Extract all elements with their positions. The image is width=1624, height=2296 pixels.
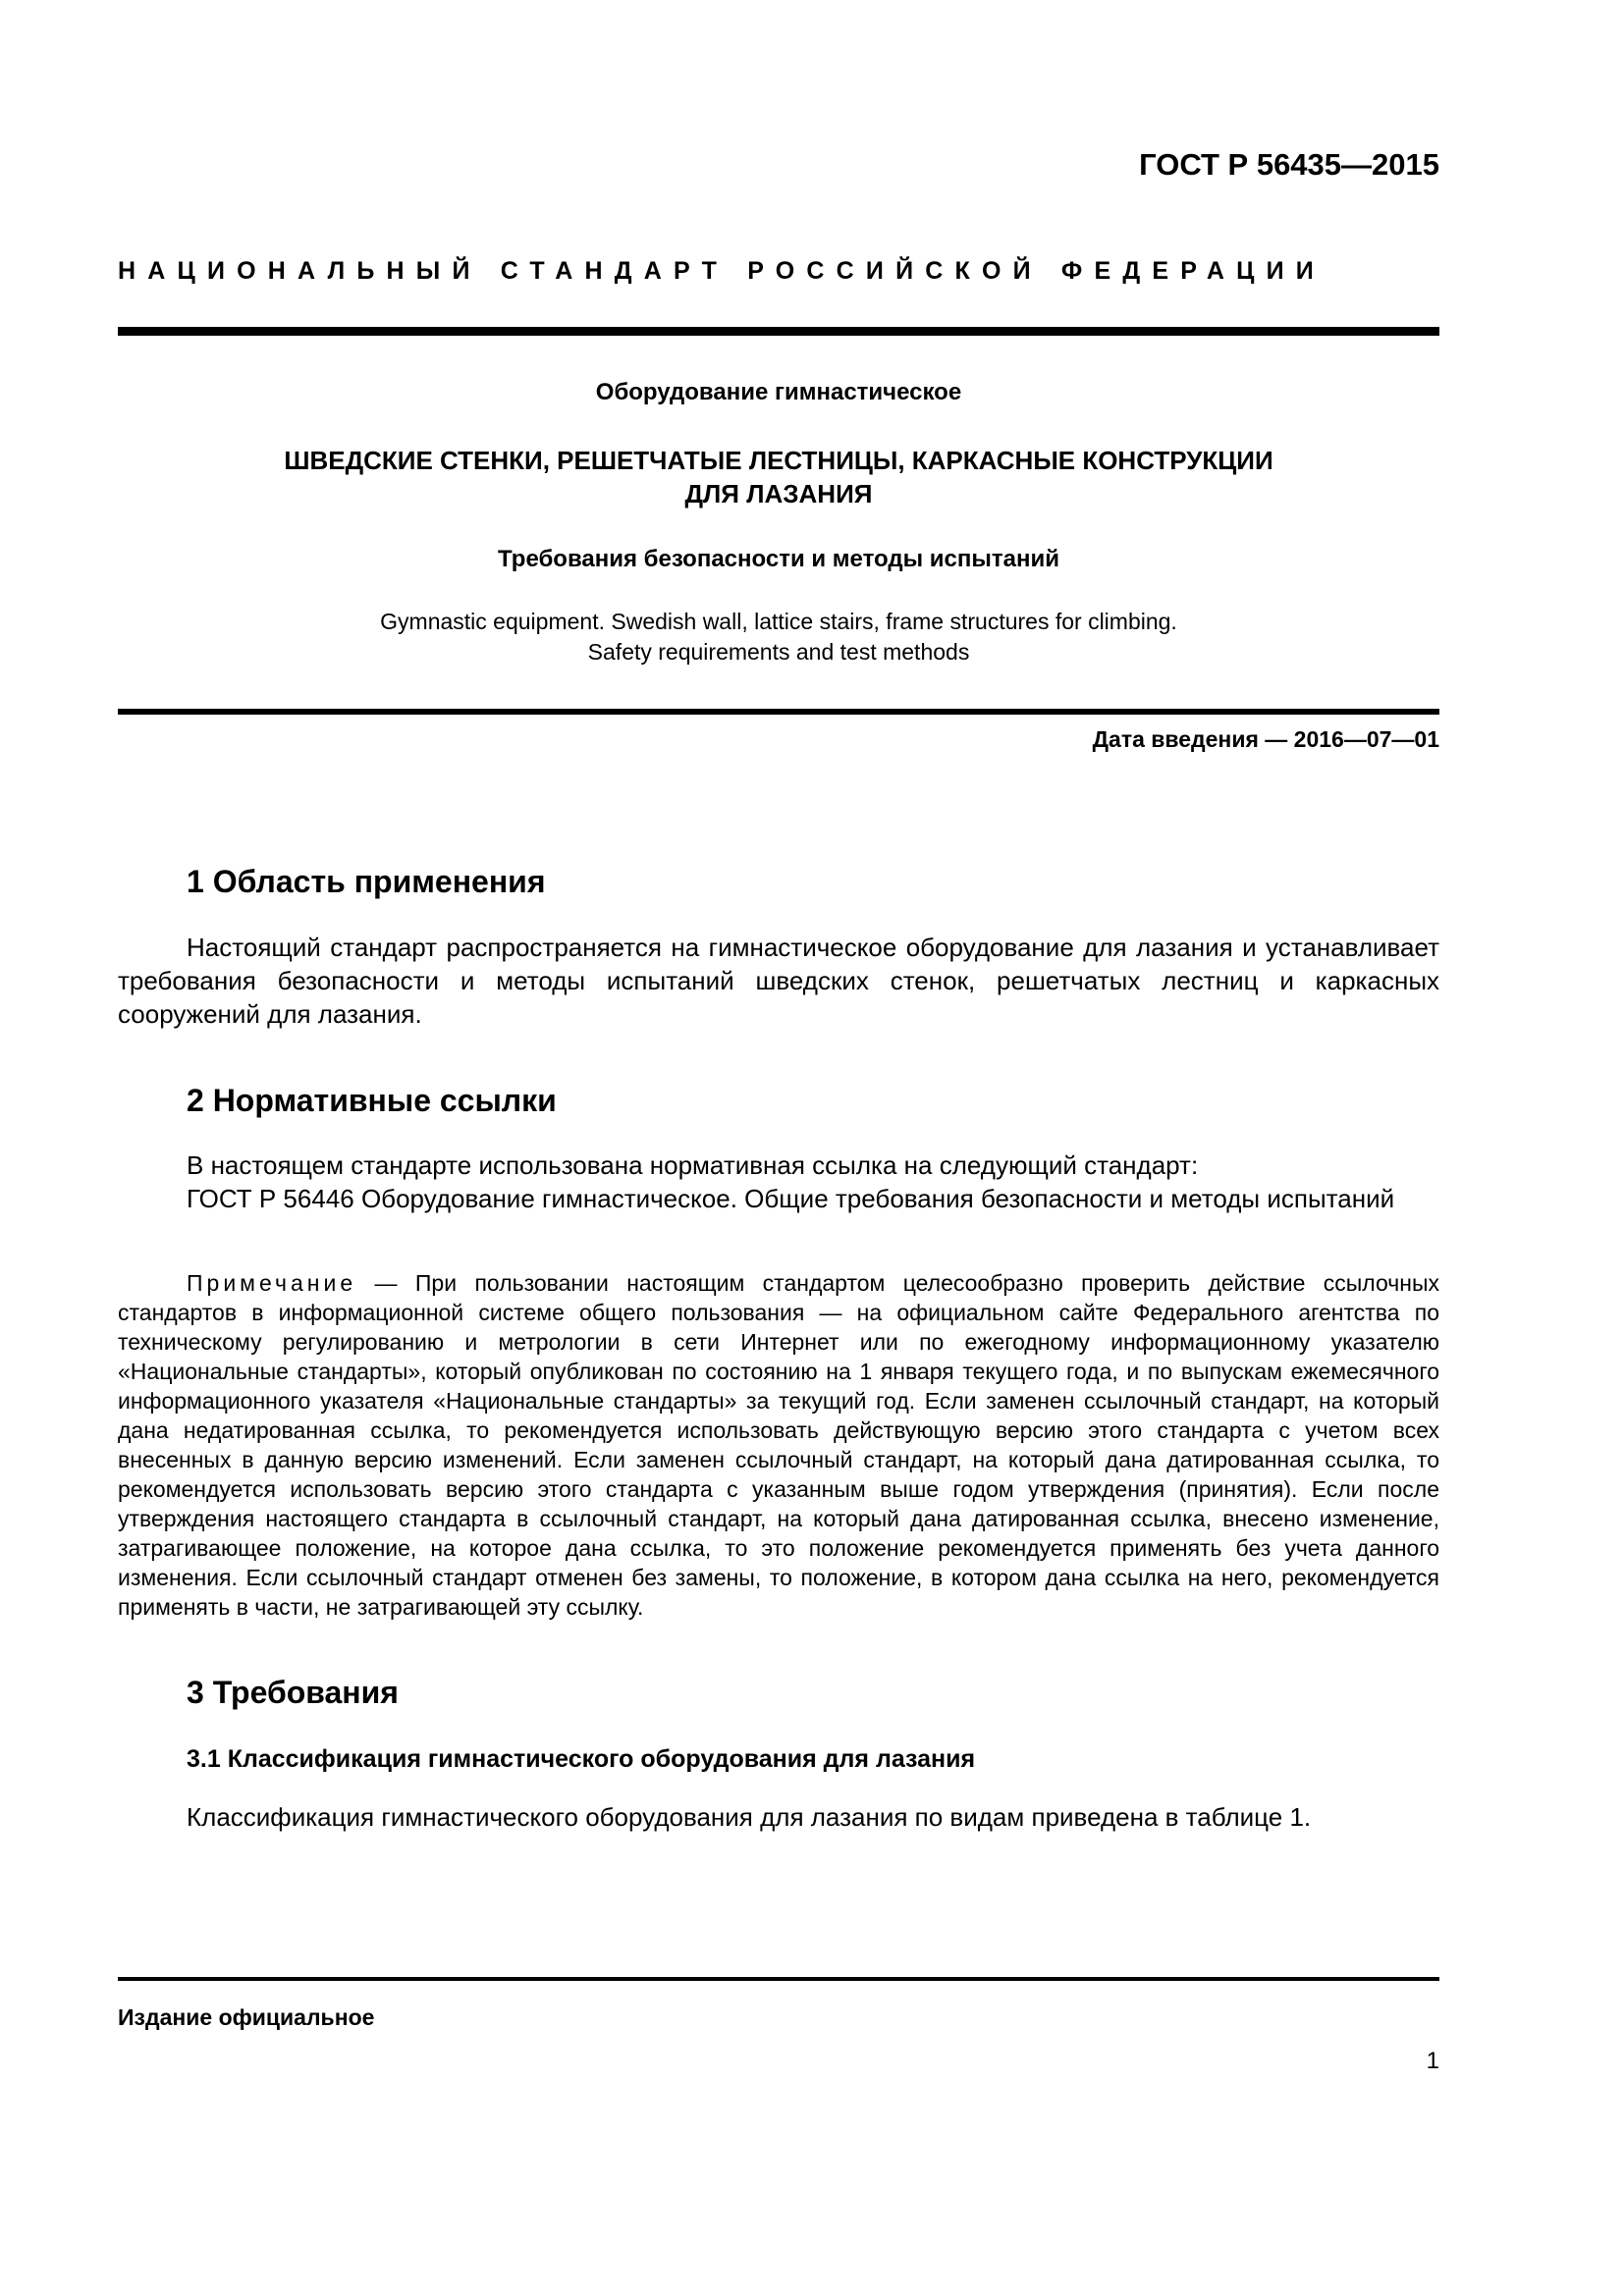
national-standard-banner: НАЦИОНАЛЬНЫЙ СТАНДАРТ РОССИЙСКОЙ ФЕДЕРАЦИИ <box>118 257 1326 285</box>
title-main-line1: ШВЕДСКИЕ СТЕНКИ, РЕШЕТЧАТЫЕ ЛЕСТНИЦЫ, КАРКАСНЫЕ КОНСТРУКЦИИ <box>284 446 1273 475</box>
header-rule <box>118 327 1439 336</box>
title-english-line2: Safety requirements and test methods <box>587 639 970 665</box>
title-subtitle: Требования безопасности и методы испытаний <box>498 546 1059 572</box>
section2-text2: ГОСТ Р 56446 Оборудование гимнастическое. Общие требования безопасности и методы испытаний <box>187 1184 1395 1213</box>
title-main-line2: ДЛЯ ЛАЗАНИЯ <box>684 479 873 508</box>
title-english-line1: Gymnastic equipment. Swedish wall, lattice stairs, frame structures for climbing. <box>380 609 1177 634</box>
section2-heading: 2 Нормативные ссылки <box>187 1083 557 1118</box>
section2-text1: В настоящем стандарте использована нормативная ссылка на следующий стандарт: <box>187 1150 1199 1180</box>
section1-text: Настоящий стандарт распространяется на гимнастическое оборудование для лазания и устанавливает требования безопасности и методы испытаний шведских стенок, решетчатых лестниц и каркасных сооружений для лазания. <box>118 933 1439 1029</box>
edition-label: Издание официальное <box>118 2004 375 2030</box>
footer-rule <box>118 1977 1439 1981</box>
title-category: Оборудование гимнастическое <box>595 379 962 405</box>
section1-heading: 1 Область применения <box>187 864 546 899</box>
section3-1-heading: 3.1 Классификация гимнастического оборудования для лазания <box>187 1745 976 1773</box>
section2-note <box>118 1268 1439 1622</box>
page-number: 1 <box>1426 2048 1439 2074</box>
title-main <box>118 444 1439 510</box>
note-text: — При пользовании настоящим стандартом целесообразно проверить действие ссылочных стандартов в информационной системе общего пользования — на официальном сайте Федерального агентства по техническому регулированию и метрологии в сети Интернет или по ежегодному информационному указателю «Национальные стандарты», который опубликован по состоянию на 1 января текущего года, и по выпускам ежемесячного информационного указателя «Национальные стандарты» за текущий год. Если заменен ссылочный стандарт, на который дана недатированная ссылка, то рекомендуется использовать действующую версию этого стандарта с учетом всех внесенных в данную версию изменений. Если заменен ссылочный стандарт, на который дана датированная ссылка, то рекомендуется использовать версию этого стандарта с указанным выше годом утверждения (принятия). Если после утверждения настоящего стандарта в ссылочный стандарт, на который дана датированная ссылка, внесено изменение, затрагивающее положение, на которое дана ссылка, то это положение рекомендуется применять без учета данного изменения. Если ссылочный стандарт отменен без замены, то положение, в котором дана ссылка на него, рекомендуется применять в части, не затрагивающей эту ссылку. <box>118 1270 1439 1620</box>
title-rule <box>118 709 1439 715</box>
note-label: Примечание <box>187 1270 357 1296</box>
section3-heading: 3 Требования <box>187 1675 399 1710</box>
standard-number: ГОСТ Р 56435—2015 <box>1139 147 1439 182</box>
title-english <box>118 607 1439 667</box>
intro-date: Дата введения — 2016—07—01 <box>1092 726 1439 752</box>
section3-1-text: Классификация гимнастического оборудования для лазания по видам приведена в таблице 1. <box>187 1802 1312 1832</box>
